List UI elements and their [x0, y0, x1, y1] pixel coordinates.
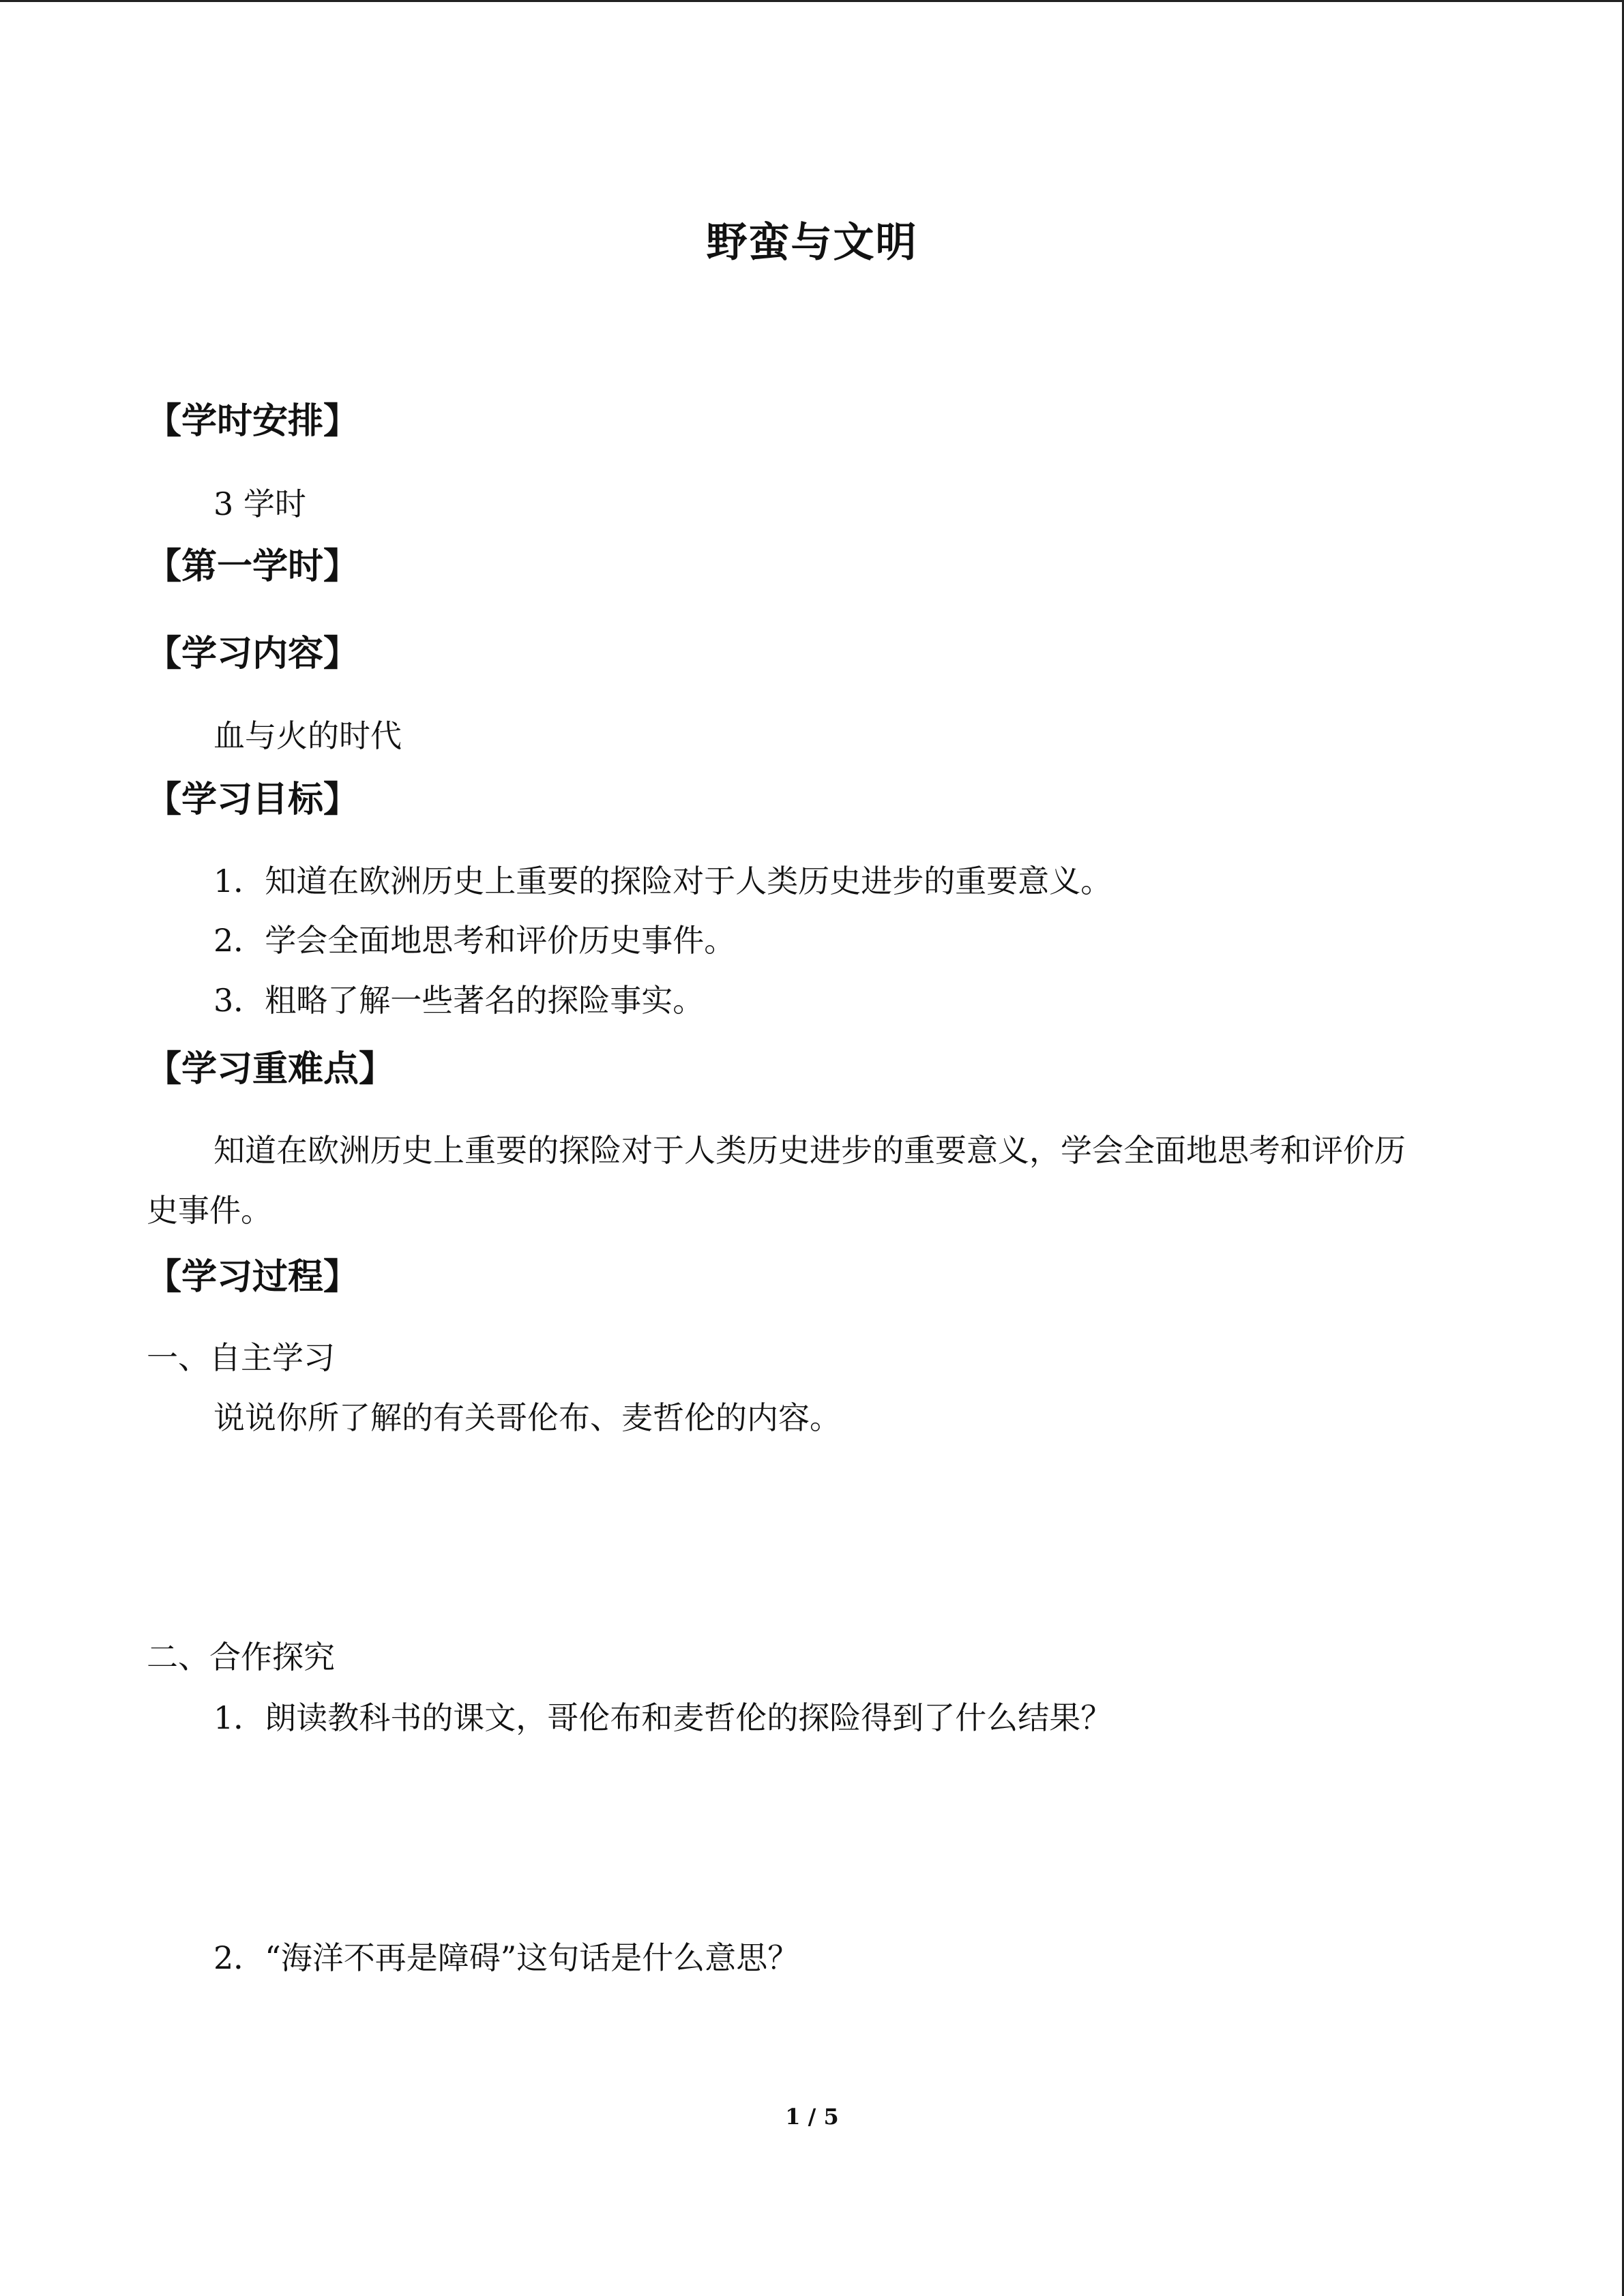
part2-question: 1．朗读教科书的课文，哥伦布和麦哲伦的探险得到了什么结果？ — [213, 1699, 1112, 1736]
keypoints-line-2: 史事件。 — [147, 1192, 272, 1229]
part2-question: 2．“海洋不再是障碍”这句话是什么意思？ — [213, 1939, 799, 1976]
heading-goals: 【学习目标】 — [146, 779, 359, 820]
heading-schedule: 【学时安排】 — [146, 400, 359, 442]
part1-question: 说说你所了解的有关哥伦布、麦哲伦的内容。 — [213, 1399, 841, 1436]
keypoints-line-1: 知道在欧洲历史上重要的探险对于人类历史进步的重要意义，学会全面地思考和评价历 — [213, 1132, 1406, 1169]
heading-keypoints: 【学习重难点】 — [146, 1048, 395, 1090]
page-number: 1 / 5 — [785, 2104, 839, 2130]
goal-item: 3．粗略了解一些著名的探险事实。 — [213, 982, 705, 1019]
heading-process: 【学习过程】 — [146, 1256, 359, 1298]
heading-lesson: 【第一学时】 — [146, 546, 359, 587]
goal-item: 1．知道在欧洲历史上重要的探险对于人类历史进步的重要意义。 — [213, 863, 1112, 899]
content-value: 血与火的时代 — [213, 717, 402, 754]
goal-item: 2．学会全面地思考和评价历史事件。 — [213, 922, 736, 959]
part1-label: 一、自主学习 — [147, 1339, 335, 1376]
part2-label: 二、合作探究 — [147, 1639, 335, 1675]
heading-content: 【学习内容】 — [146, 633, 359, 674]
document-title: 野蛮与文明 — [706, 219, 918, 267]
schedule-value: 3 学时 — [213, 486, 306, 522]
